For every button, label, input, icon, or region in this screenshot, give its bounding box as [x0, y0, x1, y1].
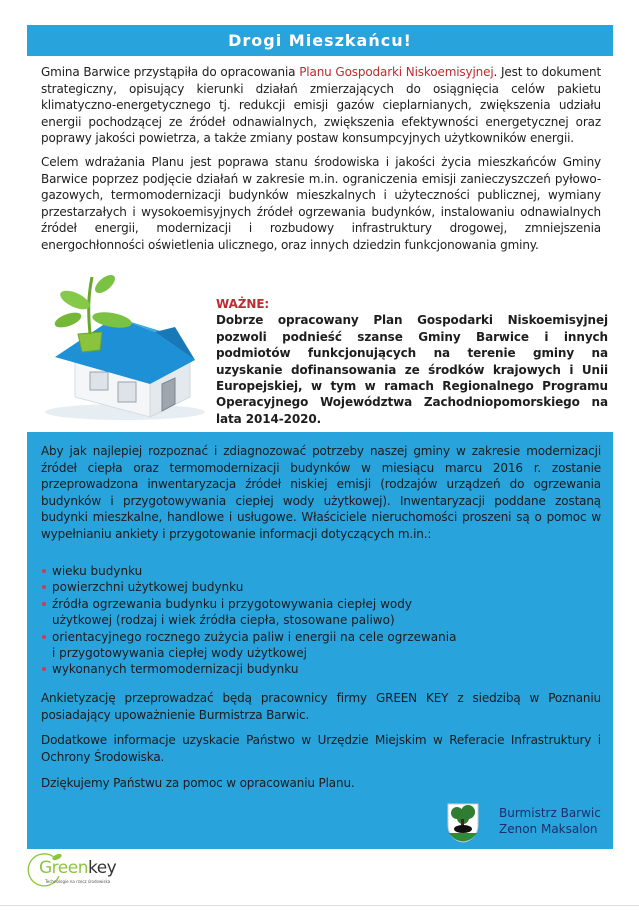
list-item-text: wieku budynku [52, 564, 143, 578]
info-paragraph: Dodatkowe informacje uzyskacie Państwo w Urzędzie Miejskim w Referacie Infrastruktury i Ochrony Środowiska. [41, 733, 601, 764]
bullet-icon [42, 667, 46, 671]
logo-tagline: Technologie na rzecz środowiska [45, 879, 111, 884]
intro-paragraph-1 [41, 64, 601, 147]
intro-text-before: Gmina Barwice przystąpiła do opracowania [41, 65, 300, 79]
list-item-text: źródła ogrzewania budynku i przygotowywania ciepłej wody użytkowej (rodzaj i wiek źródła ciepła, stosowane paliwo) [52, 596, 412, 628]
logo-wordmark: Greenkey [39, 858, 117, 878]
intro-paragraph-2: Celem wdrażania Planu jest poprawa stanu środowiska i jakości życia mieszkańców Gminy Barwice poprzez podjęcie działań w zakresie m.in. ograniczenia emisji zanieczyszczeń pyłowo-gazowych, termomodernizacji budynków mieszkalnych i użyteczności publicznej, wymiany przestarzałych i wysokoemisyjnych źródeł ogrzewania budynków, instalowaniu odnawialnych źródeł energii, modernizacji i rozbudowy infrastruktury drogowej, zmniejszenia energochłonności oświetlenia ulicznego, oraz innych dziedzin funkcjonowania gminy. [41, 155, 601, 252]
inventory-info-box [27, 432, 613, 849]
signature-text [499, 805, 601, 837]
important-text: Dobrze opracowany Plan Gospodarki Niskoemisyjnej pozwoli podnieść szanse Gminy Barwice i innych podmiotów funkcjonujących na terenie gminy na uzyskanie dofinansowania ze środków krajowych i Unii Europejskiej, w tym w ramach Regionalnego Programu Operacyjnego Województwa Zachodniopomorskiego na lata 2014-2020. [216, 313, 608, 426]
signature-block [447, 801, 607, 845]
bullet-icon [42, 585, 46, 589]
bullet-icon [42, 569, 46, 573]
page-title: Drogi Mieszkańcu! [27, 25, 613, 56]
survey-paragraph: Ankietyzację przeprowadzać będą pracownicy firmy GREEN KEY z siedzibą w Poznaniu posiadający upoważnienie Burmistrza Barwic. [41, 691, 601, 722]
important-label: WAŻNE: [216, 297, 270, 311]
bullet-icon [42, 635, 46, 639]
list-item [41, 629, 461, 662]
signature-name: Zenon Maksalon [499, 822, 598, 836]
important-notice [216, 296, 608, 427]
inventory-intro: Aby jak najlepiej rozpoznać i zdiagnozować potrzeby naszej gminy w zakresie modernizacji źródeł ciepła oraz termomodernizacji budynków w miesiącu marcu 2016 r. zostanie przeprowadzona inwentaryzacja źródeł niskiej emisji (rodzajów urządzeń do ogrzewania budynków i przygotowywania ciepłej wody użytkowej). Inwentaryzacji poddane zostaną budynki mieszkalne, handlowe i usługowe. Właściciele nieruchomości proszeni są o pomoc w wypełnianiu ankiety i przygotowanie informacji dotyczących m.in.: [41, 444, 601, 541]
list-item [41, 661, 461, 677]
list-item [41, 563, 461, 579]
list-item [41, 596, 461, 629]
house-with-plant-illustration [30, 272, 215, 422]
thanks-paragraph: Dziękujemy Państwu za pomoc w opracowaniu Planu. [41, 776, 355, 790]
plan-name-highlight: Planu Gospodarki Niskoemisyjnej [299, 65, 494, 79]
inventory-items-list [41, 563, 461, 678]
greenkey-logo [25, 850, 135, 892]
list-item [41, 579, 461, 595]
intro-text-after: . Jest to dokument strategiczny, opisujący kierunki działań zmierzających do osiągnięcia celów pakietu klimatyczno-energetycznego tj. redukcji emisji gazów cieplarnianych, zwiększenia udziału energii pochodzącej ze źródeł odnawialnych, zwiększenia efektywności energetycznej oraz poprawy jakości powietrza, a także zmiany postaw konsumpcyjnych użytkowników energii. [41, 65, 602, 146]
window-icon [90, 372, 108, 390]
coat-of-arms-icon [447, 803, 479, 843]
list-item-text: powierzchni użytkowej budynku [52, 580, 244, 595]
signature-role: Burmistrz Barwic [499, 806, 601, 820]
page-bottom-divider [0, 905, 639, 906]
bullet-icon [42, 602, 46, 606]
list-item-text: wykonanych termomodernizacji budynku [52, 662, 299, 677]
list-item-text: orientacyjnego rocznego zużycia paliw i energii na cele ogrzewania i przygotowywania ciepłej wody użytkowej [52, 629, 457, 661]
